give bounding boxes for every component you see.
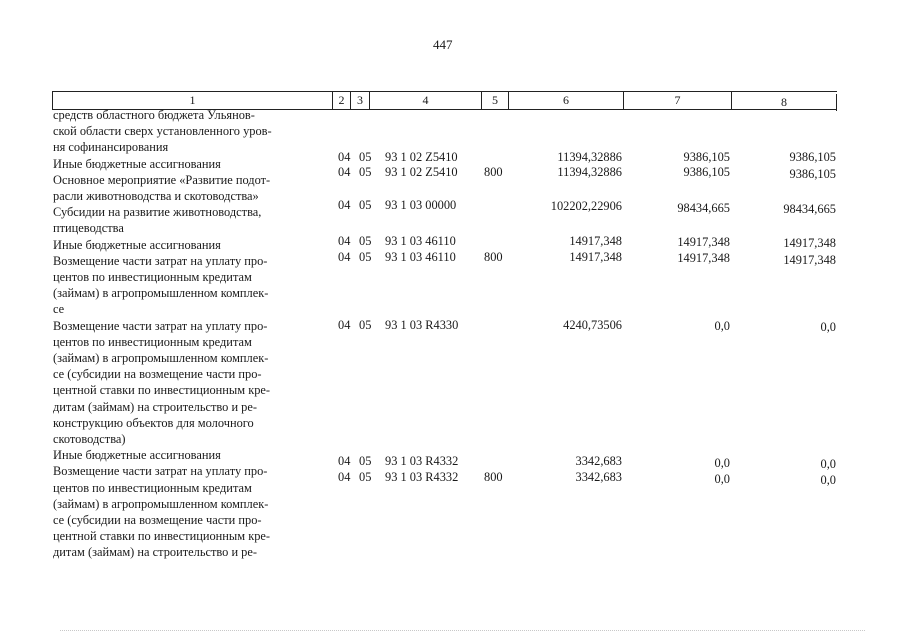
col-amount-7: 14917,348 xyxy=(677,235,730,249)
col-amount-8: 14917,348 xyxy=(783,253,836,267)
col-csr: 93 1 02 Z5410 xyxy=(385,165,458,179)
col-amount-7: 0,0 xyxy=(714,319,730,333)
col-amount-7: 9386,105 xyxy=(683,150,730,164)
description-line: птицеводства xyxy=(53,221,124,236)
col-pr: 05 xyxy=(359,318,372,332)
header-col-5: 5 xyxy=(482,92,509,109)
col-rz: 04 xyxy=(338,470,351,484)
col-csr: 93 1 03 R4332 xyxy=(385,454,459,468)
col-pr: 05 xyxy=(359,470,372,484)
header-col-2: 2 xyxy=(333,92,351,109)
description-line: Основное мероприятие «Развитие подот- xyxy=(53,172,271,187)
header-col-4: 4 xyxy=(370,92,482,109)
col-vr: 800 xyxy=(484,165,503,179)
col-pr: 05 xyxy=(359,150,372,164)
col-amount-8: 14917,348 xyxy=(783,236,836,250)
col-rz: 04 xyxy=(338,234,351,248)
header-col-6: 6 xyxy=(509,92,624,109)
col-vr: 800 xyxy=(484,250,503,264)
description-line: Иные бюджетные ассигнования xyxy=(53,237,221,252)
col-amount-8: 9386,105 xyxy=(789,150,836,164)
col-pr: 05 xyxy=(359,250,372,264)
col-rz: 04 xyxy=(338,250,351,264)
col-amount-8: 0,0 xyxy=(820,457,836,471)
col-amount-7: 98434,665 xyxy=(677,201,730,215)
col-amount-6: 14917,348 xyxy=(569,250,622,264)
col-rz: 04 xyxy=(338,454,351,468)
col-csr: 93 1 03 46110 xyxy=(385,234,456,248)
col-amount-7: 0,0 xyxy=(714,472,730,486)
col-csr: 93 1 03 R4330 xyxy=(385,318,459,332)
col-csr: 93 1 03 R4332 xyxy=(385,470,459,484)
col-pr: 05 xyxy=(359,234,372,248)
col-rz: 04 xyxy=(338,198,351,212)
description-line: ской области сверх установленного уров- xyxy=(53,124,272,139)
description-column xyxy=(53,107,330,561)
description-line: (займам) в агропромышленном комплек- xyxy=(53,286,269,301)
description-line: се (субсидии на возмещение части про- xyxy=(53,513,262,528)
description-line: (займам) в агропромышленном комплек- xyxy=(53,496,269,511)
description-line: скотоводства) xyxy=(53,432,126,447)
description-line: центной ставки по инвестиционным кре- xyxy=(53,383,271,398)
col-amount-6: 11394,32886 xyxy=(557,165,622,179)
description-line: (займам) в агропромышленном комплек- xyxy=(53,351,269,366)
col-amount-8: 98434,665 xyxy=(783,202,836,216)
col-rz: 04 xyxy=(338,318,351,332)
col-amount-6: 3342,683 xyxy=(575,454,622,468)
description-line: дитам (займам) на строительство и ре- xyxy=(53,399,257,414)
col-csr: 93 1 03 00000 xyxy=(385,198,457,212)
col-amount-8: 0,0 xyxy=(820,320,836,334)
description-line: се (субсидии на возмещение части про- xyxy=(53,367,262,382)
header-col-3: 3 xyxy=(351,92,370,109)
scan-artifact-line xyxy=(60,630,865,632)
col-amount-7: 9386,105 xyxy=(683,165,730,179)
header-col-8: 8 xyxy=(732,94,837,111)
col-amount-6: 4240,73506 xyxy=(563,318,622,332)
header-col-7: 7 xyxy=(624,92,732,109)
col-amount-7: 0,0 xyxy=(714,456,730,470)
col-vr: 800 xyxy=(484,470,503,484)
col-amount-6: 102202,22906 xyxy=(550,199,622,213)
description-line: центов по инвестиционным кредитам xyxy=(53,334,252,349)
description-line: Возмещение части затрат на уплату про- xyxy=(53,253,268,268)
header-col-1: 1 xyxy=(53,92,333,109)
description-line: центов по инвестиционным кредитам xyxy=(53,270,252,285)
description-line: центной ставки по инвестиционным кре- xyxy=(53,529,271,544)
description-line: дитам (займам) на строительство и ре- xyxy=(53,545,257,560)
col-pr: 05 xyxy=(359,198,372,212)
col-csr: 93 1 03 46110 xyxy=(385,250,456,264)
col-rz: 04 xyxy=(338,150,351,164)
description-line: Возмещение части затрат на уплату про- xyxy=(53,318,268,333)
col-amount-6: 14917,348 xyxy=(569,234,622,248)
description-line: конструкцию объектов для молочного xyxy=(53,415,254,430)
page-number: 447 xyxy=(433,37,453,52)
description-line: Субсидии на развитие животноводства, xyxy=(53,205,262,220)
description-line: расли животноводства и скотоводства» xyxy=(53,189,259,204)
description-line: ня софинансирования xyxy=(53,140,169,155)
description-line: средств областного бюджета Ульянов- xyxy=(53,108,255,122)
description-line: Возмещение части затрат на уплату про- xyxy=(53,464,268,479)
col-amount-8: 0,0 xyxy=(820,473,836,487)
col-csr: 93 1 02 Z5410 xyxy=(385,150,458,164)
col-amount-8: 9386,105 xyxy=(789,167,836,181)
description-line: Иные бюджетные ассигнования xyxy=(53,156,221,171)
description-line: центов по инвестиционным кредитам xyxy=(53,480,252,495)
col-amount-7: 14917,348 xyxy=(677,251,730,265)
col-pr: 05 xyxy=(359,454,372,468)
col-pr: 05 xyxy=(359,165,372,179)
description-line: се xyxy=(53,302,65,317)
description-line: Иные бюджетные ассигнования xyxy=(53,448,221,463)
col-rz: 04 xyxy=(338,165,351,179)
col-amount-6: 11394,32886 xyxy=(557,150,622,164)
col-amount-6: 3342,683 xyxy=(575,470,622,484)
